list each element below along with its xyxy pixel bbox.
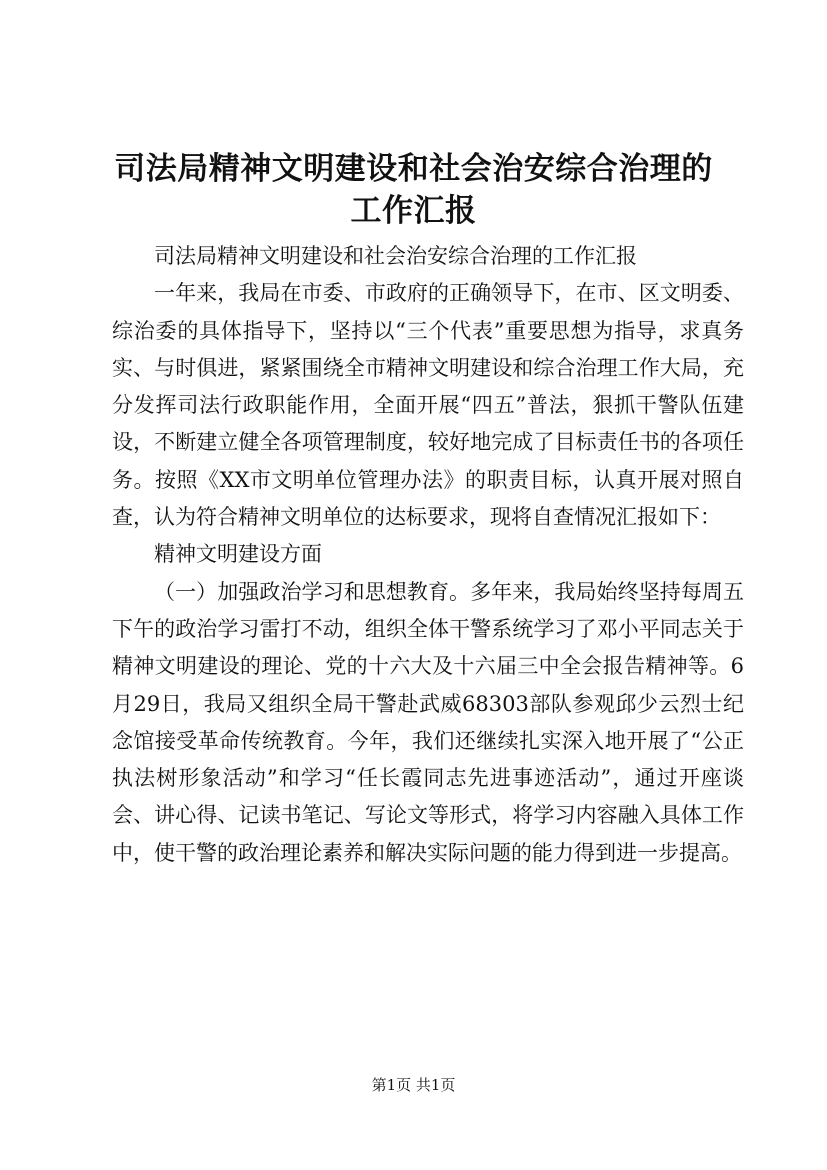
document-title: 司法局精神文明建设和社会治安综合治理的工作汇报 — [114, 151, 713, 229]
section-heading: 精神文明建设方面 — [154, 542, 322, 567]
page-number-footer: 第1页 共1页 — [371, 1076, 456, 1094]
section-paragraph: （一）加强政治学习和思想教育。多年来，我局始终坚持每周五下午的政治学习雷打不动，组织全体干警系统学习了邓小平同志关于精神文明建设的理论、党的十六大及十六届三中全会报告精神等。6月29日，我局又组织全局干警赴武威68303部队参观邱少云烈士纪念馆接受革命传统教育。今年，我们还继续扎实深入地开展了“公正执法树形象活动”和学习“任长霞同志先进事迹活动”，通过开座谈会、讲心得、记读书笔记、写论文等形式，将学习内容融入具体工作中，使干警的政治理论素养和解决实际问题的能力得到进一步提高。 — [112, 579, 744, 865]
intro-paragraph: 一年来，我局在市委、市政府的正确领导下，在市、区文明委、综治委的具体指导下，坚持以“三个代表”重要思想为指导，求真务实、与时俱进，紧紧围绕全市精神文明建设和综合治理工作大局，充分发挥司法行政职能作用，全面开展“四五”普法，狠抓干警队伍建设，不断建立健全各项管理制度，较好地完成了目标责任书的各项任务。按照《XX市文明单位管理办法》的职责目标，认真开展对照自查，认为符合精神文明单位的达标要求，现将自查情况汇报如下： — [112, 281, 744, 530]
document-body — [112, 238, 744, 872]
document-subtitle: 司法局精神文明建设和社会治安综合治理的工作汇报 — [154, 244, 637, 268]
